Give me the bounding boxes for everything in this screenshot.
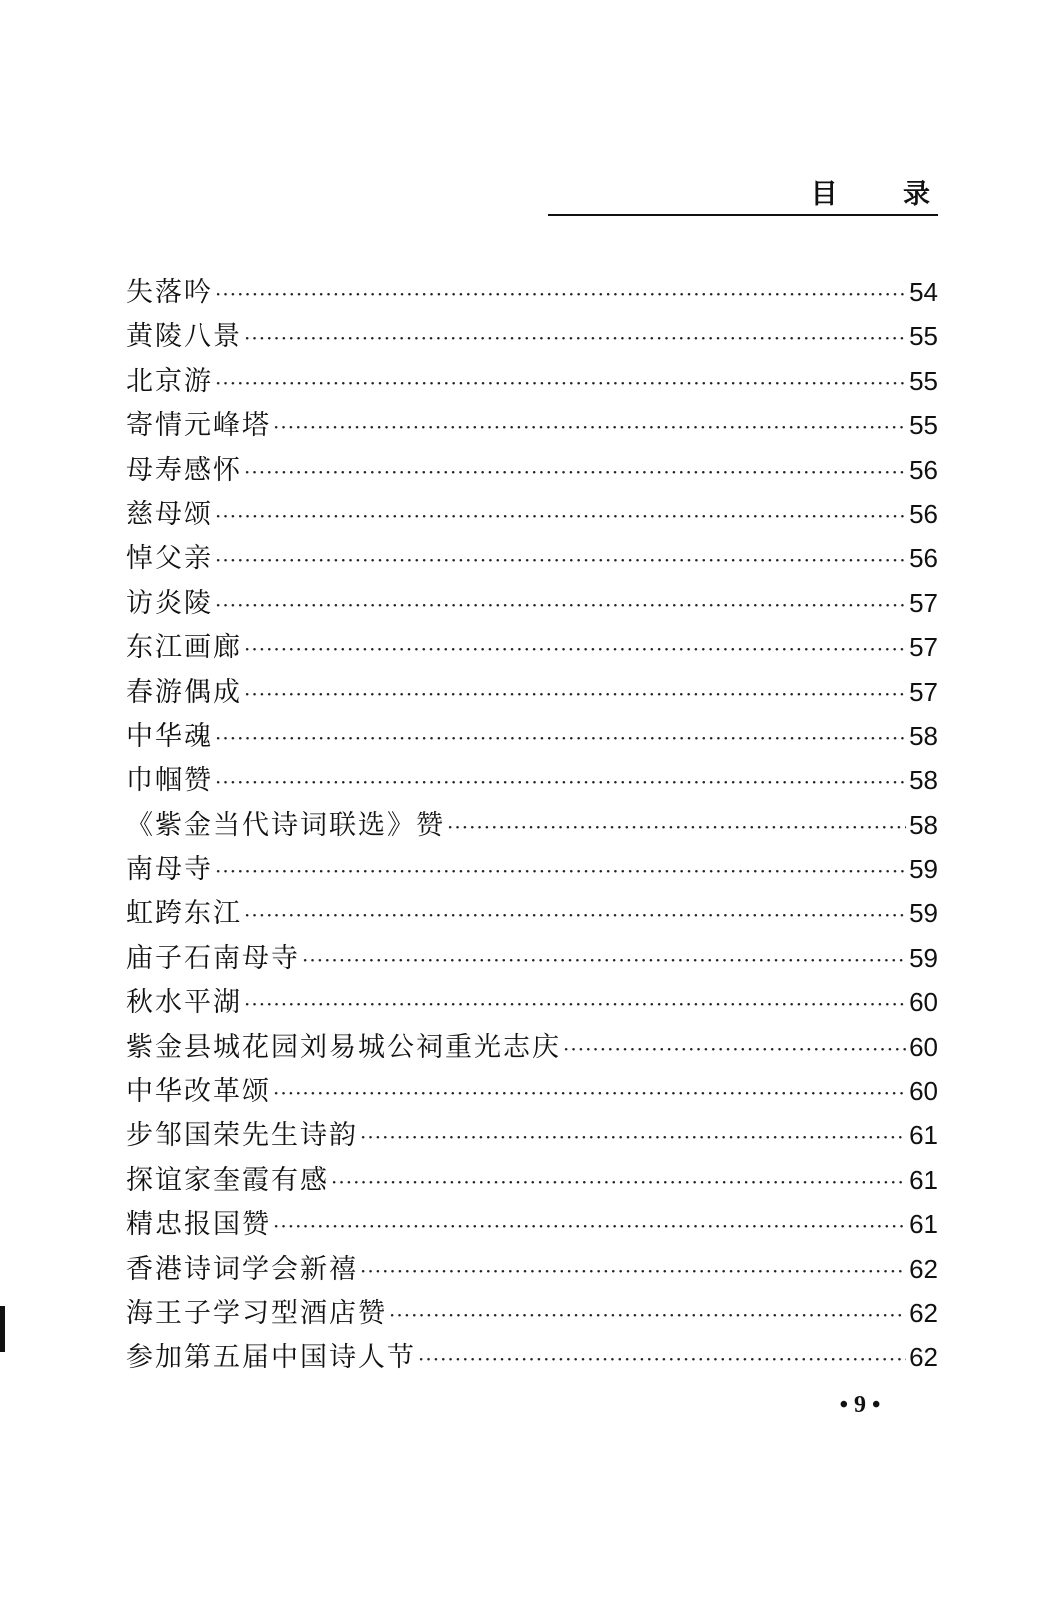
toc-entry (126, 758, 938, 802)
toc-entry-title: 探谊家奎霞有感 (126, 1164, 329, 1196)
toc-dot-leader (215, 849, 906, 893)
toc-entry-title: 春游偶成 (126, 676, 242, 708)
toc-dot-leader (447, 805, 906, 849)
toc-dot-leader (215, 494, 906, 538)
toc-entry (126, 581, 938, 625)
toc-entry-page: 61 (909, 1209, 938, 1240)
toc-entry-title: 访炎陵 (126, 587, 213, 619)
toc-entry-page: 60 (909, 1076, 938, 1107)
toc-entry-page: 61 (909, 1164, 938, 1195)
toc-entry-page: 54 (909, 277, 938, 307)
toc-entry-title: 寄情元峰塔 (126, 410, 271, 442)
toc-entry (126, 359, 938, 403)
toc-entry-title: 巾帼赞 (126, 765, 213, 797)
toc-dot-leader (244, 982, 906, 1026)
toc-dot-leader (244, 627, 906, 671)
toc-dot-leader (215, 760, 906, 804)
toc-entry-title: 精忠报国赞 (126, 1209, 271, 1241)
toc-dot-leader (215, 538, 906, 582)
toc-entry-page: 62 (909, 1253, 938, 1284)
toc-entry-page: 56 (909, 454, 938, 485)
toc-entry-page: 62 (909, 1342, 938, 1373)
toc-entry (126, 1025, 938, 1069)
toc-entry (126, 847, 938, 891)
toc-entry (126, 403, 938, 447)
toc-dot-leader (273, 1071, 906, 1115)
toc-entry-page: 57 (909, 632, 938, 663)
toc-entry-title: 南母寺 (126, 854, 213, 886)
toc-dot-leader (244, 893, 906, 937)
toc-entry (126, 1069, 938, 1113)
toc-entry-title: 悼父亲 (126, 543, 213, 575)
toc-entry (126, 670, 938, 714)
toc-entry-title: 香港诗词学会新禧 (126, 1253, 358, 1285)
toc-entry (126, 625, 938, 669)
toc-entry-page: 58 (909, 809, 938, 840)
toc-entry (126, 1247, 938, 1291)
toc-dot-leader (244, 450, 906, 494)
toc-entry-title: 母寿感怀 (126, 454, 242, 486)
toc-dot-leader (244, 316, 906, 360)
toc-entry-title: 参加第五届中国诗人节 (126, 1342, 416, 1374)
toc-dot-leader (563, 1027, 906, 1071)
toc-entry-title: 北京游 (126, 365, 213, 397)
toc-entry-page: 59 (909, 942, 938, 973)
toc-dot-leader (215, 716, 906, 760)
toc-entry (126, 314, 938, 358)
toc-dot-leader (215, 583, 906, 627)
toc-entry (126, 492, 938, 536)
toc-entry-title: 中华改革颂 (126, 1076, 271, 1108)
toc-entry-page: 60 (909, 1031, 938, 1062)
toc-entry-page: 57 (909, 676, 938, 707)
toc-entry-page: 60 (909, 987, 938, 1018)
toc-entry-title: 中华魂 (126, 720, 213, 752)
toc-entry (126, 1335, 938, 1379)
toc-entry (126, 1158, 938, 1202)
toc-entry-title: 紫金县城花园刘易城公祠重光志庆 (126, 1031, 561, 1063)
toc-entry (126, 270, 938, 314)
toc-dot-leader (273, 405, 906, 449)
toc-entry (126, 1202, 938, 1246)
toc-entry-title: 庙子石南母寺 (126, 942, 300, 974)
toc-entry-page: 55 (909, 365, 938, 396)
toc-dot-leader (389, 1293, 906, 1337)
toc-entry (126, 980, 938, 1024)
toc-entry-title: 失落吟 (126, 277, 213, 308)
toc-dot-leader (244, 672, 906, 716)
toc-dot-leader (418, 1337, 906, 1381)
toc-dot-leader (215, 361, 906, 405)
toc-entry-page: 56 (909, 498, 938, 529)
toc-entry-title: 黄陵八景 (126, 321, 242, 353)
toc-entry-page: 59 (909, 854, 938, 885)
toc-entry (126, 803, 938, 847)
toc-entry (126, 1113, 938, 1157)
toc-entry-page: 58 (909, 720, 938, 751)
toc-entry-page: 59 (909, 898, 938, 929)
toc-entry-title: 慈母颂 (126, 498, 213, 530)
toc-dot-leader (215, 272, 906, 316)
toc-entry (126, 891, 938, 935)
toc-entry-page: 57 (909, 587, 938, 618)
running-head (548, 168, 958, 216)
toc-entry (126, 448, 938, 492)
toc-entry-page: 55 (909, 410, 938, 441)
toc-entry-page: 61 (909, 1120, 938, 1151)
page-number: • 9 • (839, 1392, 881, 1418)
toc-entry-page: 62 (909, 1297, 938, 1328)
toc-entry-title: 步邹国荣先生诗韵 (126, 1120, 358, 1152)
toc-entry-page: 58 (909, 765, 938, 796)
toc-entry-title: 虹跨东江 (126, 898, 242, 930)
table-of-contents (126, 270, 938, 1380)
toc-entry-title: 东江画廊 (126, 632, 242, 664)
page-title: 目 录 (810, 179, 958, 210)
toc-dot-leader (273, 1204, 906, 1248)
toc-entry-page: 55 (909, 321, 938, 352)
toc-entry (126, 936, 938, 980)
toc-entry-page: 56 (909, 543, 938, 574)
toc-entry-title: 秋水平湖 (126, 987, 242, 1019)
toc-dot-leader (360, 1115, 906, 1159)
toc-entry-title: 《紫金当代诗词联选》赞 (126, 809, 445, 841)
toc-entry-title: 海王子学习型酒店赞 (126, 1297, 387, 1329)
toc-dot-leader (331, 1160, 906, 1204)
toc-dot-leader (302, 938, 906, 982)
toc-entry (126, 714, 938, 758)
toc-dot-leader (360, 1249, 906, 1293)
scan-margin-mark (0, 1306, 5, 1352)
toc-entry (126, 536, 938, 580)
toc-entry (126, 1291, 938, 1335)
